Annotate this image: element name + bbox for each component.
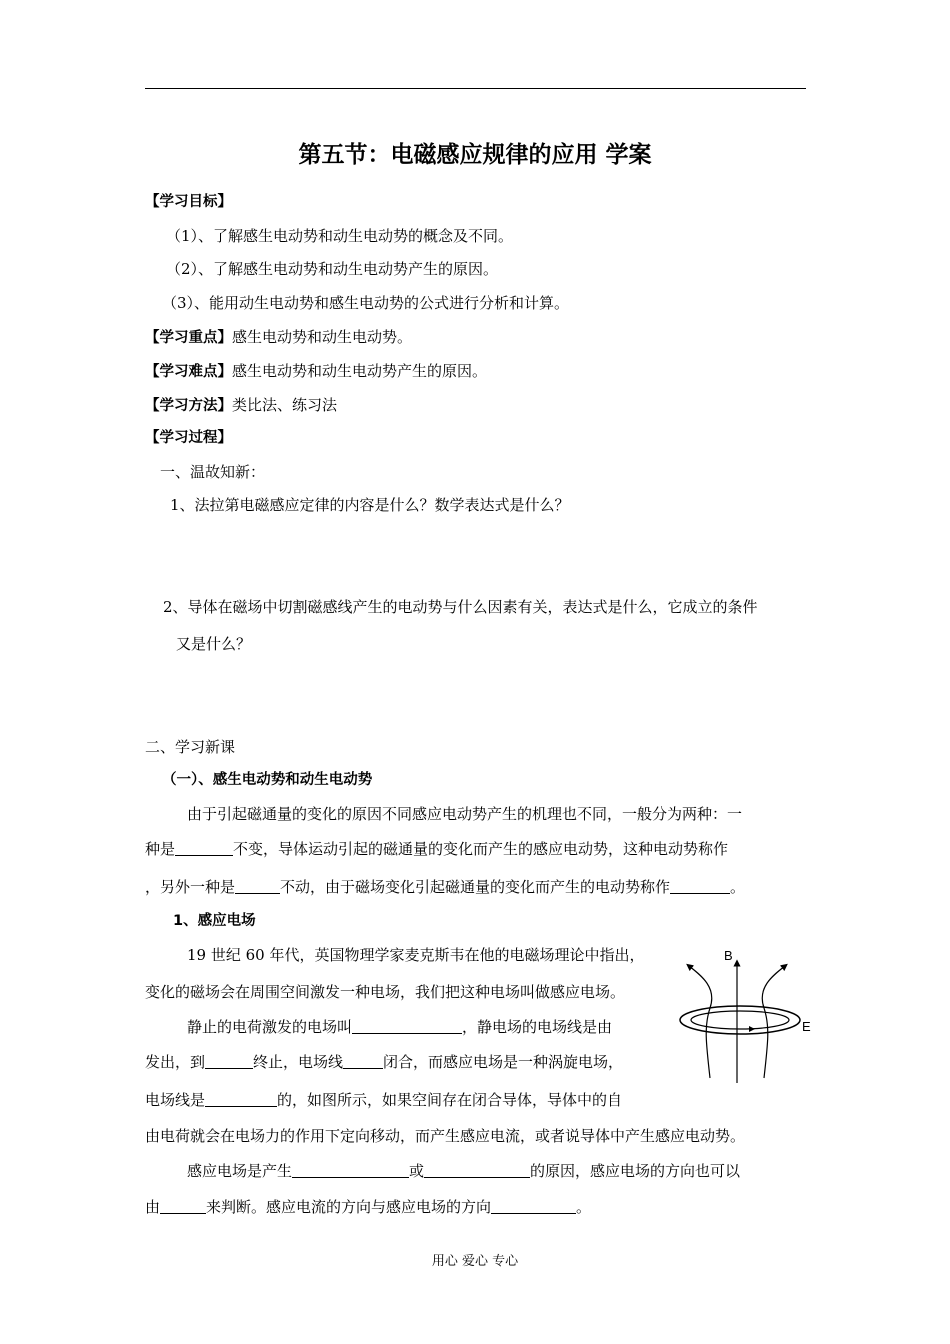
paragraph-2-line-2: 变化的磁场会在周围空间激发一种电场，我们把这种电场叫做感应电场。 — [145, 983, 626, 1001]
label-e: E — [802, 1019, 811, 1034]
field-loop-outer — [680, 1006, 800, 1034]
key-point-text: 感生电动势和动生电动势。 — [232, 328, 413, 346]
paragraph-2-line-1: 19 世纪 60 年代，英国物理学家麦克斯韦在他的电磁场理论中指出， — [187, 946, 645, 964]
text-segment: ，另外一种是 — [145, 878, 236, 896]
text-segment: 终止，电场线 — [253, 1053, 344, 1071]
text-segment: 来判断。感应电流的方向与感应电场的方向 — [206, 1198, 492, 1216]
review-question-1: 1、法拉第电磁感应定律的内容是什么？数学表达式是什么？ — [170, 496, 570, 514]
objective-item-2: （2）、了解感生电动势和动生电动势产生的原因。 — [166, 260, 499, 278]
text-segment: 静止的电荷激发的电场叫 — [187, 1018, 353, 1036]
difficulty-label: 【学习难点】 — [145, 364, 232, 380]
text-segment: 电场线是 — [145, 1091, 206, 1109]
paragraph-3-line-4: 由电荷就会在电场力的作用下定向移动，而产生感应电流，或者说导体中产生感应电动势。 — [145, 1127, 746, 1145]
fill-blank[interactable] — [424, 1162, 530, 1178]
text-segment: 。 — [730, 878, 746, 896]
process-label: 【学习过程】 — [145, 430, 232, 446]
fill-blank[interactable] — [670, 878, 730, 894]
section-heading-emf: （一）、感生电动势和动生电动势 — [162, 772, 373, 788]
review-question-2: 2、导体在磁场中切割磁感线产生的电动势与什么因素有关，表达式是什么，它成立的条件 — [163, 598, 758, 616]
method-text: 类比法、练习法 — [232, 396, 338, 414]
text-segment: 闭合，而感应电场是一种涡旋电场， — [383, 1053, 624, 1071]
paragraph-3-line-3 — [145, 1090, 622, 1110]
text-segment: 或 — [409, 1162, 425, 1180]
key-point-row — [145, 327, 412, 348]
fill-blank[interactable] — [160, 1198, 206, 1214]
paragraph-3-line-2 — [145, 1052, 623, 1072]
fill-blank[interactable] — [352, 1018, 462, 1034]
field-loop-inner — [691, 1011, 789, 1029]
fill-blank[interactable] — [205, 1091, 277, 1107]
page-title: 第五节：电磁感应规律的应用 学案 — [298, 142, 652, 168]
label-b: B — [724, 948, 733, 963]
text-segment: 。 — [576, 1198, 592, 1216]
difficulty-row — [145, 361, 487, 382]
text-segment: 不变，导体运动引起的磁通量的变化而产生的感应电动势，这种电动势称作 — [233, 840, 729, 858]
difficulty-text: 感生电动势和动生电动势产生的原因。 — [232, 362, 488, 380]
fill-blank[interactable] — [235, 878, 280, 894]
text-segment: 发出，到 — [145, 1053, 206, 1071]
method-row — [145, 395, 337, 416]
review-heading: 一、温故知新： — [160, 463, 266, 481]
paragraph-3-line-1 — [187, 1017, 612, 1037]
key-point-label: 【学习重点】 — [145, 330, 232, 346]
text-segment: ，静电场的电场线是由 — [462, 1018, 613, 1036]
objective-item-3: （3）、能用动生电动势和感生电动势的公式进行分析和计算。 — [162, 294, 570, 312]
header-rule — [145, 88, 806, 89]
fill-blank[interactable] — [491, 1198, 576, 1214]
review-question-2-cont: 又是什么？ — [176, 635, 252, 653]
paragraph-1-line-1: 由于引起磁通量的变化的原因不同感应电动势产生的机理也不同，一般分为两种：一 — [187, 805, 743, 823]
text-segment: 由 — [145, 1198, 161, 1216]
paragraph-4-line-2 — [145, 1197, 591, 1217]
paragraph-1-line-3 — [145, 877, 745, 897]
objectives-header: 【学习目标】 — [145, 194, 232, 210]
objective-item-1: （1）、了解感生电动势和动生电动势的概念及不同。 — [166, 227, 514, 245]
fill-blank[interactable] — [175, 840, 233, 856]
paragraph-1-line-2 — [145, 839, 728, 859]
field-line-right — [762, 966, 785, 1078]
text-segment: 感应电场是产生 — [187, 1162, 293, 1180]
method-label: 【学习方法】 — [145, 398, 232, 414]
fill-blank[interactable] — [205, 1053, 253, 1069]
new-lesson-heading: 二、学习新课 — [145, 738, 236, 756]
induced-field-diagram — [672, 938, 822, 1088]
text-segment: 不动，由于磁场变化引起磁通量的变化而产生的电动势称作 — [280, 878, 671, 896]
footer: 用心 爱心 专心 — [431, 1254, 519, 1269]
fill-blank[interactable] — [292, 1162, 409, 1178]
text-segment: 种是 — [145, 840, 176, 858]
text-segment: 的，如图所示，如果空间存在闭合导体，导体中的自 — [277, 1091, 623, 1109]
text-segment: 的原因，感应电场的方向也可以 — [530, 1162, 741, 1180]
paragraph-4-line-1 — [187, 1161, 740, 1181]
fill-blank[interactable] — [343, 1053, 383, 1069]
section-heading-induced-field: 1、感应电场 — [173, 913, 256, 929]
